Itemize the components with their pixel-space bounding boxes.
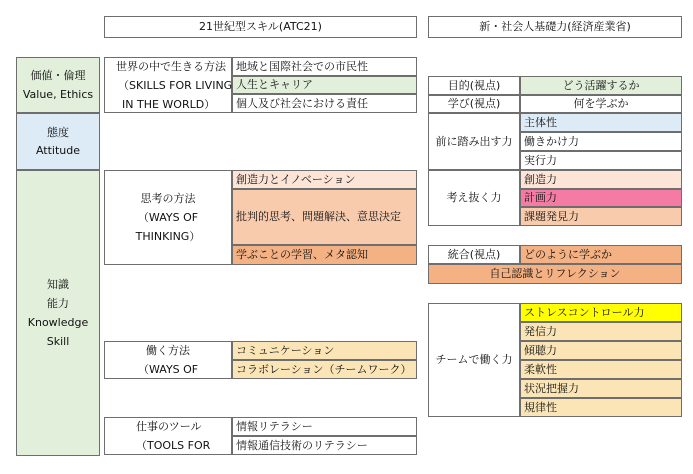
meti-team-item-flexibility: 柔軟性	[520, 360, 682, 379]
category-value-jp: 価値・倫理	[30, 69, 86, 83]
tools-label-line1: 仕事のツール	[136, 420, 202, 433]
meti-team-item-transmission: 発信力	[520, 322, 682, 341]
meti-think-item-planning: 計画力	[520, 189, 682, 207]
category-attitude-jp: 態度	[47, 125, 69, 139]
category-knowledge-en: Knowledge	[27, 316, 89, 329]
world-item-citizenship: 地域と国際社会での市民性	[232, 57, 417, 76]
meti-learning-value: 何を学ぶか	[520, 95, 682, 113]
thinking-label-line2: （WAYS OF	[137, 210, 199, 224]
world-item-responsibility: 個人及び社会における責任	[232, 94, 417, 113]
working-label-line1: 働く方法	[146, 344, 190, 357]
category-skill-en: Skill	[46, 335, 70, 349]
meti-reflection: 自己認識とリフレクション	[428, 264, 682, 284]
category-attitude-en: Attitude	[35, 144, 81, 157]
thinking-item-creativity: 創造力とイノベーション	[232, 170, 417, 189]
meti-team-item-listening: 傾聴力	[520, 341, 682, 360]
tools-label-line2: （TOOLS FOR	[136, 439, 211, 452]
thinking-item-critical: 批判的思考、問題解決、意思決定	[232, 189, 417, 245]
thinking-label	[104, 170, 232, 265]
thinking-label-line1: 思考の方法	[140, 191, 196, 205]
meti-team-label: チームで働く力	[428, 303, 520, 417]
thinking-label-line3: THINKING）	[135, 230, 201, 244]
meti-team-item-discipline: 規律性	[520, 398, 682, 417]
category-attitude	[16, 113, 100, 170]
meti-purpose-value: どう活躍するか	[520, 76, 682, 95]
meti-forward-item-execution: 実行力	[520, 151, 682, 170]
thinking-item-metacognition: 学ぶことの学習、メタ認知	[232, 245, 417, 265]
meti-forward-item-initiative: 主体性	[520, 113, 682, 132]
meti-forward-item-influence: 働きかけ力	[520, 132, 682, 151]
category-knowledge-skill	[16, 170, 100, 456]
category-knowledge-jp: 知識	[47, 277, 69, 291]
world-item-life-career: 人生とキャリア	[232, 76, 417, 94]
category-ability-jp: 能力	[47, 296, 69, 310]
meti-header: 新・社会人基礎力(経済産業省)	[428, 16, 682, 38]
meti-forward-label: 前に踏み出す力	[428, 113, 520, 170]
tools-item-info-literacy: 情報リテラシー	[232, 417, 417, 436]
meti-think-item-problem-finding: 課題発見力	[520, 207, 682, 226]
category-value-ethics	[16, 57, 100, 113]
working-item-communication: コミュニケーション	[232, 341, 417, 360]
world-label-line1: 世界の中で生きる方法	[116, 60, 226, 73]
meti-team-item-situation: 状況把握力	[520, 379, 682, 398]
meti-integration-value: どのように学ぶか	[520, 245, 682, 264]
category-value-en: Value, Ethics	[22, 87, 94, 101]
meti-purpose-label: 目的(視点)	[428, 76, 520, 95]
meti-think-item-creativity: 創造力	[520, 170, 682, 189]
meti-learning-label: 学び(視点)	[428, 95, 520, 113]
meti-think-label: 考え抜く力	[428, 170, 520, 226]
world-label-line2: （SKILLS FOR LIVING	[118, 79, 233, 92]
meti-integration-label: 統合(視点)	[428, 245, 520, 264]
tools-item-ict-literacy: 情報通信技術のリテラシー	[232, 436, 417, 455]
working-label-line2: （WAYS OF	[138, 363, 199, 376]
atc21-header: 21世紀型スキル(ATC21)	[104, 16, 417, 38]
meti-team-item-stress-control: ストレスコントロール力	[520, 303, 682, 322]
working-item-collaboration: コラボレーション（チームワーク）	[232, 360, 417, 379]
world-label-line3: IN THE WORLD）	[122, 98, 216, 111]
